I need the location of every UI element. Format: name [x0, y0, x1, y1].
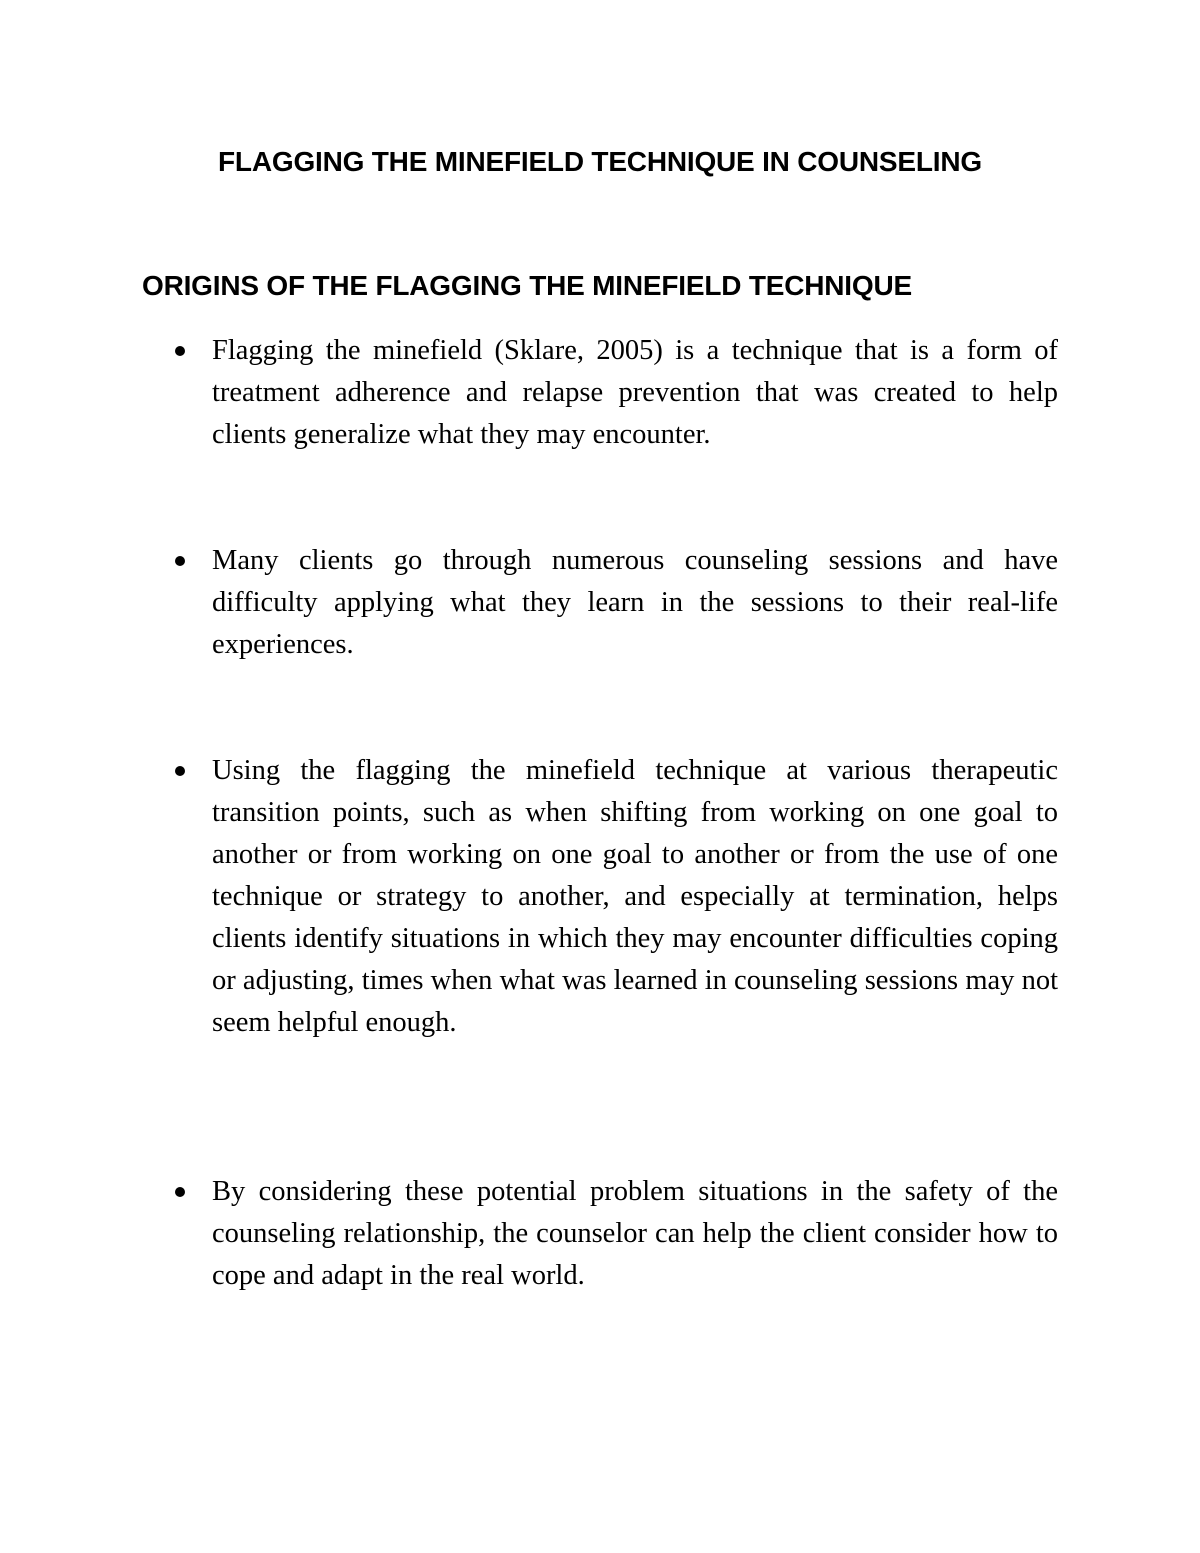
list-item [212, 750, 1058, 1044]
list-item [212, 330, 1058, 456]
list-item [212, 540, 1058, 666]
list-item [212, 1171, 1058, 1297]
bullet-text: Using the flagging the minefield technique at various therapeutic transition points, such as when shifting from working on one goal to another or from working on one goal to another or from the use of one technique or strategy to another, and especially at termination, helps clients identify situations in which they may encounter difficulties coping or adjusting, times when what was learned in counseling sessions may not seem helpful enough. [212, 755, 1058, 1038]
bullet-icon [175, 346, 185, 356]
section-heading: ORIGINS OF THE FLAGGING THE MINEFIELD TECHNIQUE [142, 270, 912, 301]
bullet-icon [175, 766, 185, 776]
bullet-text: By considering these potential problem situations in the safety of the counseling relationship, the counselor can help the client consider how to cope and adapt in the real world. [212, 1176, 1058, 1291]
bullet-text: Many clients go through numerous counseling sessions and have difficulty applying what they learn in the sessions to their real-life experiences. [212, 545, 1058, 660]
document-title: FLAGGING THE MINEFIELD TECHNIQUE IN COUNSELING [218, 146, 982, 177]
bullet-icon [175, 556, 185, 566]
bullet-icon [175, 1187, 185, 1197]
bullet-text: Flagging the minefield (Sklare, 2005) is a technique that is a form of treatment adherence and relapse prevention that was created to help clients generalize what they may encounter. [212, 335, 1058, 450]
